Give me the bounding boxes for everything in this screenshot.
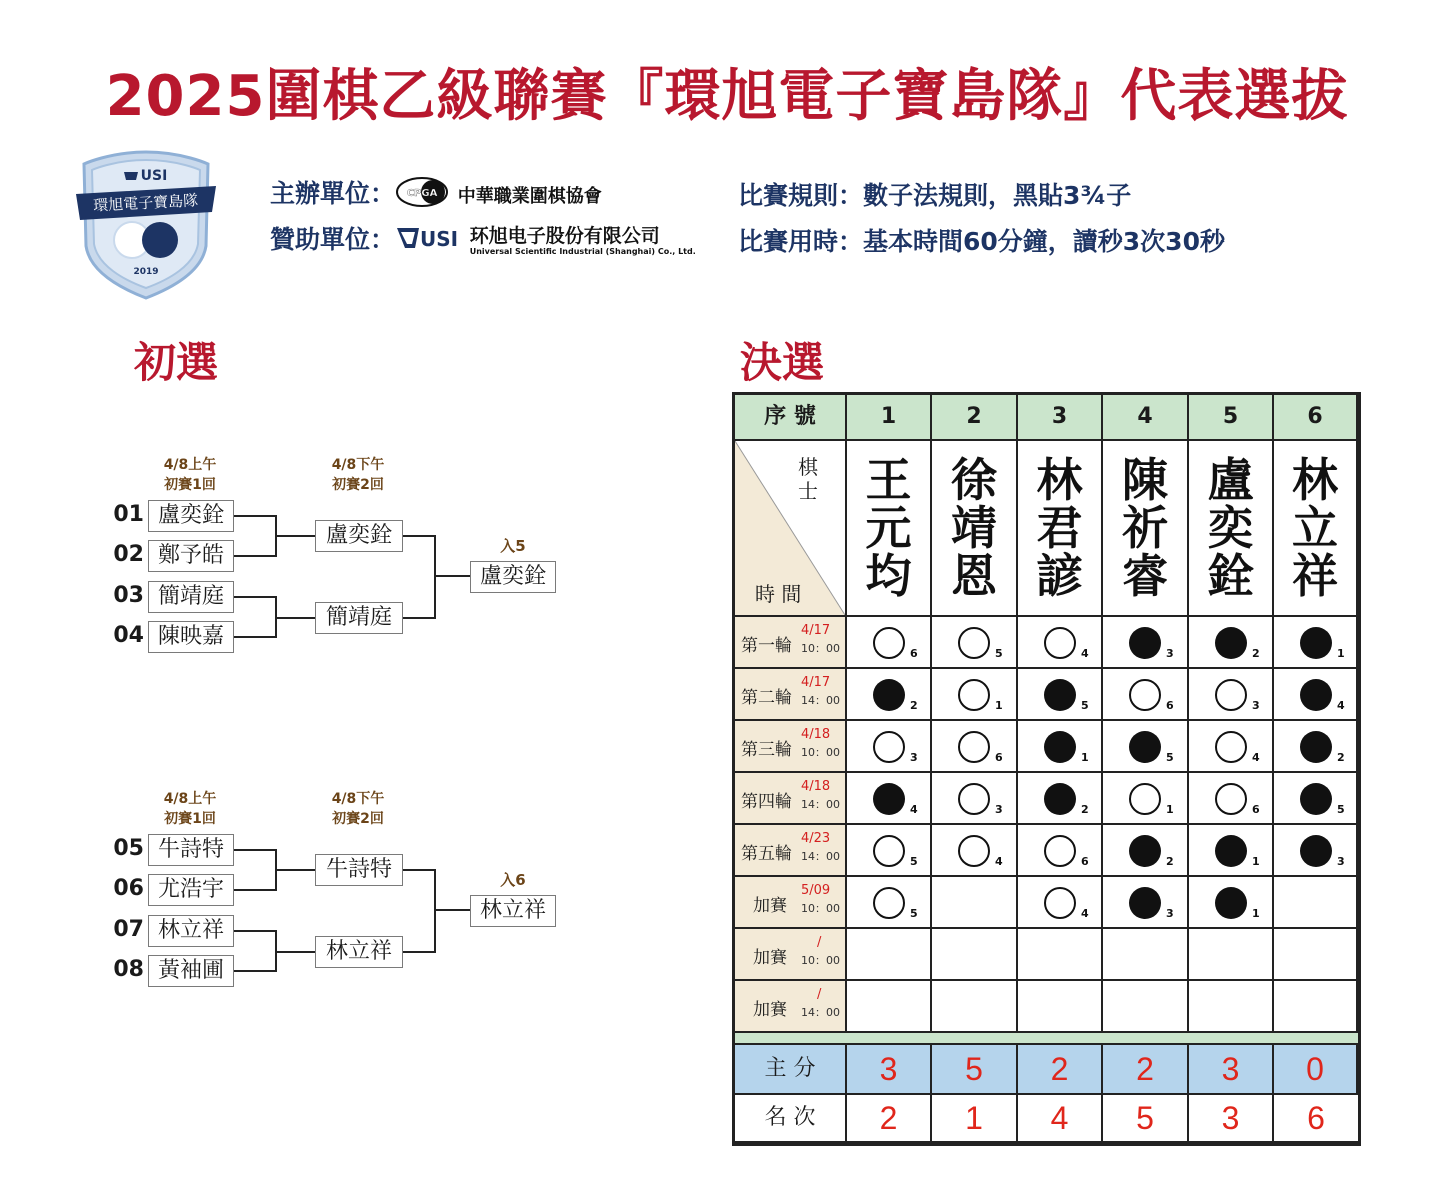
- opponent-number: 2: [910, 699, 918, 712]
- bracket-group-1: [100, 455, 580, 655]
- table-header-number: 2: [932, 395, 1018, 441]
- player-name-char: 靖: [951, 501, 997, 555]
- opponent-number: 3: [1337, 855, 1345, 868]
- bracket-line: [234, 970, 276, 972]
- winner-box: 盧奕銓: [470, 561, 556, 593]
- rank-value: 4: [1018, 1095, 1103, 1143]
- opponent-number: 5: [1166, 751, 1174, 764]
- game-cell: [847, 877, 932, 929]
- game-cell: [1103, 773, 1189, 825]
- round-label-cell: [735, 773, 847, 825]
- game-cell: [1189, 721, 1274, 773]
- player-name-char: 睿: [1122, 549, 1168, 603]
- round-name: 第三輪: [741, 740, 792, 760]
- black-stone-icon: [1300, 679, 1332, 711]
- score-value: 3: [847, 1045, 932, 1095]
- score-label: 主 分: [735, 1045, 847, 1095]
- opponent-number: 5: [910, 907, 918, 920]
- prelim-title: 初選: [134, 338, 219, 387]
- seed-number: 03: [113, 583, 144, 608]
- black-stone-icon: [873, 783, 905, 815]
- game-cell: [847, 773, 932, 825]
- bracket-line: [234, 555, 276, 557]
- game-cell: [1274, 669, 1358, 721]
- player-name-char: 祥: [1292, 549, 1338, 603]
- round-date: /: [817, 987, 822, 1002]
- opponent-number: 3: [995, 803, 1003, 816]
- white-stone-icon: [1215, 783, 1247, 815]
- white-stone-icon: [1215, 679, 1247, 711]
- opponent-number: 6: [1166, 699, 1174, 712]
- organizer-label: 主辦單位：: [270, 179, 396, 208]
- bracket-line: [275, 535, 315, 537]
- round-label-cell: [735, 669, 847, 721]
- player-name-cell: [932, 441, 1018, 617]
- opponent-number: 5: [1081, 699, 1089, 712]
- game-cell: [1189, 617, 1274, 669]
- round1-label: 4/8上午 初賽1回: [163, 457, 217, 493]
- black-stone-icon: [1215, 835, 1247, 867]
- game-cell: [1103, 669, 1189, 721]
- round-label-cell: [735, 825, 847, 877]
- opponent-number: 3: [910, 751, 918, 764]
- svg-text:CPGA: CPGA: [406, 188, 438, 199]
- badge-year-text: 2019: [133, 267, 159, 277]
- round-label-cell: [735, 617, 847, 669]
- game-cell: [1103, 825, 1189, 877]
- game-cell: [1103, 981, 1189, 1033]
- black-stone-icon: [1215, 887, 1247, 919]
- score-value: 2: [1103, 1045, 1189, 1095]
- cpga-logo: [395, 175, 449, 215]
- black-stone-icon: [1044, 731, 1076, 763]
- bracket-line: [434, 535, 436, 619]
- player-box: 盧奕銓: [148, 500, 234, 532]
- bracket-line: [403, 535, 435, 537]
- round1-label: 4/8上午 初賽1回: [163, 791, 217, 827]
- round-time: 10：00: [801, 954, 840, 967]
- round-time: 14：00: [801, 850, 840, 863]
- table-header-label: 序 號: [735, 395, 847, 441]
- round-name: 加賽: [753, 948, 787, 968]
- game-cell: [1274, 929, 1358, 981]
- game-cell: [847, 825, 932, 877]
- opponent-number: 6: [995, 751, 1003, 764]
- black-stone-icon: [1215, 627, 1247, 659]
- opponent-number: 1: [995, 699, 1003, 712]
- game-cell: [847, 929, 932, 981]
- black-stone-icon: [1044, 783, 1076, 815]
- game-cell: [932, 773, 1018, 825]
- player-name-char: 諺: [1036, 549, 1083, 603]
- badge-team-text: 環旭電子寶島隊: [92, 191, 199, 215]
- game-cell: [847, 617, 932, 669]
- bracket-line: [234, 515, 276, 517]
- table-separator: [735, 1033, 1358, 1045]
- bracket-line: [403, 617, 435, 619]
- game-cell: [932, 669, 1018, 721]
- bracket-line: [403, 869, 435, 871]
- semi-box: 盧奕銓: [315, 520, 403, 552]
- white-stone-icon: [1044, 627, 1076, 659]
- player-name-cell: [1274, 441, 1358, 617]
- white-stone-icon: [1129, 679, 1161, 711]
- game-cell: [1189, 929, 1274, 981]
- opponent-number: 4: [1252, 751, 1260, 764]
- black-stone-icon: [1300, 835, 1332, 867]
- black-stone-icon: [1300, 627, 1332, 659]
- game-cell: [932, 721, 1018, 773]
- black-stone-icon: [1129, 627, 1161, 659]
- player-name-char: 均: [865, 549, 912, 603]
- round-name: 第四輪: [741, 792, 792, 812]
- diag-player-label: 棋 士: [798, 455, 818, 503]
- player-name-char: 陳: [1122, 453, 1168, 507]
- opponent-number: 4: [910, 803, 918, 816]
- game-cell: [1018, 773, 1103, 825]
- score-value: 5: [932, 1045, 1018, 1095]
- seed-number: 06: [113, 876, 144, 901]
- white-stone-icon: [958, 835, 990, 867]
- player-name-cell: [1189, 441, 1274, 617]
- bracket-line: [234, 636, 276, 638]
- opponent-number: 1: [1337, 647, 1345, 660]
- game-cell: [932, 877, 1018, 929]
- round-name: 第一輪: [741, 636, 792, 656]
- opponent-number: 6: [1081, 855, 1089, 868]
- opponent-number: 1: [1252, 855, 1260, 868]
- seed-number: 05: [113, 836, 144, 861]
- time-control-line: 比賽用時：基本時間60分鐘，讀秒3次30秒: [738, 227, 1225, 256]
- table-header-number: 5: [1189, 395, 1274, 441]
- round-label-cell: [735, 981, 847, 1033]
- bracket-line: [275, 869, 315, 871]
- game-cell: [1274, 617, 1358, 669]
- game-cell: [1018, 877, 1103, 929]
- opponent-number: 5: [995, 647, 1003, 660]
- sponsor-label: 贊助單位：: [270, 225, 396, 254]
- game-cell: [1274, 877, 1358, 929]
- opponent-number: 2: [1337, 751, 1345, 764]
- game-cell: [1103, 877, 1189, 929]
- bracket-line: [275, 617, 315, 619]
- player-name-cell: [1103, 441, 1189, 617]
- player-name-char: 奕: [1207, 501, 1254, 555]
- opponent-number: 4: [1081, 647, 1089, 660]
- white-stone-icon: [958, 679, 990, 711]
- round-name: 加賽: [753, 1000, 787, 1020]
- game-cell: [932, 929, 1018, 981]
- opponent-number: 6: [910, 647, 918, 660]
- game-cell: [847, 721, 932, 773]
- round-date: 4/23: [801, 831, 831, 846]
- opponent-number: 1: [1081, 751, 1089, 764]
- player-name-char: 盧: [1207, 453, 1254, 507]
- rule-line: 比賽規則：數子法規則，黑貼3¾子: [738, 181, 1132, 210]
- black-stone-icon: [1129, 731, 1161, 763]
- round2-label: 4/8下午 初賽2回: [331, 791, 385, 827]
- semi-box: 林立祥: [315, 936, 403, 968]
- organizer-name: 中華職業圍棋協會: [457, 186, 602, 207]
- white-stone-icon: [873, 627, 905, 659]
- team-badge-logo: [72, 150, 220, 300]
- white-stone-icon: [873, 835, 905, 867]
- game-cell: [1018, 721, 1103, 773]
- player-box: 鄭予皓: [148, 540, 234, 572]
- round-name: 加賽: [753, 896, 787, 916]
- bracket-group-2: [100, 789, 580, 989]
- player-name-cell: [1018, 441, 1103, 617]
- player-name-char: 恩: [951, 549, 997, 603]
- bracket-line: [234, 930, 276, 932]
- round-time: 10：00: [801, 902, 840, 915]
- score-value: 2: [1018, 1045, 1103, 1095]
- game-cell: [932, 617, 1018, 669]
- player-name-char: 徐: [951, 453, 997, 507]
- black-stone-icon: [873, 679, 905, 711]
- opponent-number: 2: [1166, 855, 1174, 868]
- white-stone-icon: [1215, 731, 1247, 763]
- white-stone-icon: [958, 731, 990, 763]
- usi-logo: [395, 222, 461, 260]
- opponent-number: 5: [910, 855, 918, 868]
- player-name-cell: [847, 441, 932, 617]
- round-label-cell: [735, 929, 847, 981]
- player-name-char: 銓: [1207, 549, 1254, 603]
- game-cell: [1274, 981, 1358, 1033]
- black-stone-icon: [1300, 783, 1332, 815]
- game-cell: [1189, 877, 1274, 929]
- table-header-number: 4: [1103, 395, 1189, 441]
- bracket-line: [234, 849, 276, 851]
- seed-number: 02: [113, 542, 144, 567]
- table-header-number: 3: [1018, 395, 1103, 441]
- game-cell: [1189, 825, 1274, 877]
- round-name: 第二輪: [741, 688, 792, 708]
- game-cell: [932, 825, 1018, 877]
- round-time: 10：00: [801, 642, 840, 655]
- game-cell: [1018, 669, 1103, 721]
- opponent-number: 3: [1252, 699, 1260, 712]
- sponsor-line: [270, 220, 696, 260]
- round-label-cell: [735, 877, 847, 929]
- game-cell: [1018, 825, 1103, 877]
- game-cell: [1018, 981, 1103, 1033]
- black-stone-icon: [1129, 835, 1161, 867]
- player-box: 尤浩宇: [148, 874, 234, 906]
- white-stone-icon: [873, 731, 905, 763]
- opponent-number: 1: [1166, 803, 1174, 816]
- game-cell: [847, 981, 932, 1033]
- bracket-line: [234, 596, 276, 598]
- game-cell: [932, 981, 1018, 1033]
- round-date: 5/09: [801, 883, 831, 898]
- opponent-number: 3: [1166, 647, 1174, 660]
- bracket-line: [434, 909, 470, 911]
- game-cell: [1018, 929, 1103, 981]
- bracket-line: [275, 951, 315, 953]
- round-time: 14：00: [801, 694, 840, 707]
- into-label: 入5: [500, 537, 526, 555]
- round-date: 4/18: [801, 727, 831, 742]
- opponent-number: 6: [1252, 803, 1260, 816]
- player-name-char: 林: [1292, 453, 1338, 507]
- player-box: 林立祥: [148, 915, 234, 947]
- semi-box: 牛詩特: [315, 854, 403, 886]
- player-name-char: 王: [865, 453, 912, 507]
- sponsor-name-cn: 环旭电子股份有限公司: [469, 224, 660, 247]
- score-value: 0: [1274, 1045, 1358, 1095]
- game-cell: [1189, 773, 1274, 825]
- player-box: 黃袖圃: [148, 955, 234, 987]
- game-cell: [1103, 617, 1189, 669]
- white-stone-icon: [1044, 835, 1076, 867]
- round2-label: 4/8下午 初賽2回: [331, 457, 385, 493]
- game-cell: [1274, 773, 1358, 825]
- sponsor-name-en: Universal Scientific Industrial (Shanghai) Co., Ltd.: [469, 246, 696, 256]
- opponent-number: 4: [1081, 907, 1089, 920]
- white-stone-icon: [958, 783, 990, 815]
- rank-value: 5: [1103, 1095, 1189, 1143]
- player-name-char: 元: [865, 501, 912, 555]
- game-cell: [1274, 825, 1358, 877]
- round-time: 14：00: [801, 1006, 840, 1019]
- game-cell: [1189, 669, 1274, 721]
- game-cell: [1103, 929, 1189, 981]
- game-cell: [1274, 721, 1358, 773]
- round-time: 14：00: [801, 798, 840, 811]
- black-stone-icon: [1044, 679, 1076, 711]
- opponent-number: 3: [1166, 907, 1174, 920]
- game-cell: [1018, 617, 1103, 669]
- seed-number: 01: [113, 502, 144, 527]
- semi-box: 簡靖庭: [315, 602, 403, 634]
- round-time: 10：00: [801, 746, 840, 759]
- white-stone-icon: [1044, 887, 1076, 919]
- final-results-table: [732, 392, 1361, 1146]
- bracket-line: [234, 889, 276, 891]
- bracket-line: [434, 575, 470, 577]
- player-name-char: 立: [1292, 501, 1338, 555]
- badge-brand-text: USI: [140, 168, 168, 184]
- player-box: 牛詩特: [148, 834, 234, 866]
- sponsor-name: [469, 224, 696, 256]
- opponent-number: 2: [1252, 647, 1260, 660]
- round-name: 第五輪: [741, 844, 792, 864]
- winner-box: 林立祥: [470, 895, 556, 927]
- opponent-number: 5: [1337, 803, 1345, 816]
- game-cell: [1189, 981, 1274, 1033]
- black-stone-icon: [1129, 887, 1161, 919]
- organizer-line: [270, 174, 602, 215]
- game-cell: [1103, 721, 1189, 773]
- table-header-number: 6: [1274, 395, 1358, 441]
- final-title: 決選: [740, 338, 825, 387]
- white-stone-icon: [1129, 783, 1161, 815]
- rank-value: 1: [932, 1095, 1018, 1143]
- round-date: 4/18: [801, 779, 831, 794]
- svg-text:USI: USI: [419, 227, 459, 251]
- black-stone-icon: [1300, 731, 1332, 763]
- bracket-line: [403, 951, 435, 953]
- seed-number: 07: [113, 917, 144, 942]
- game-cell: [847, 669, 932, 721]
- player-box: 簡靖庭: [148, 581, 234, 613]
- seed-number: 04: [113, 623, 144, 648]
- opponent-number: 4: [1337, 699, 1345, 712]
- diag-time-label: 時 間: [755, 582, 802, 606]
- player-name-char: 祈: [1122, 501, 1168, 555]
- page-title: 2025圍棋乙級聯賽『環旭電子寶島隊』代表選拔: [105, 64, 1349, 129]
- seed-number: 08: [113, 957, 144, 982]
- rank-value: 3: [1189, 1095, 1274, 1143]
- score-value: 3: [1189, 1045, 1274, 1095]
- player-box: 陳映嘉: [148, 621, 234, 653]
- player-name-char: 林: [1036, 453, 1083, 507]
- white-stone-icon: [958, 627, 990, 659]
- white-stone-icon: [873, 887, 905, 919]
- into-label: 入6: [500, 871, 526, 889]
- round-date: 4/17: [801, 675, 831, 690]
- player-time-diagonal-cell: [735, 441, 847, 617]
- rank-value: 2: [847, 1095, 932, 1143]
- table-header-number: 1: [847, 395, 932, 441]
- rank-label: 名 次: [735, 1095, 847, 1143]
- opponent-number: 1: [1252, 907, 1260, 920]
- opponent-number: 2: [1081, 803, 1089, 816]
- round-label-cell: [735, 721, 847, 773]
- round-date: 4/17: [801, 623, 831, 638]
- round-date: /: [817, 935, 822, 950]
- rank-value: 6: [1274, 1095, 1358, 1143]
- player-name-char: 君: [1036, 501, 1083, 555]
- bracket-line: [434, 869, 436, 953]
- opponent-number: 4: [995, 855, 1003, 868]
